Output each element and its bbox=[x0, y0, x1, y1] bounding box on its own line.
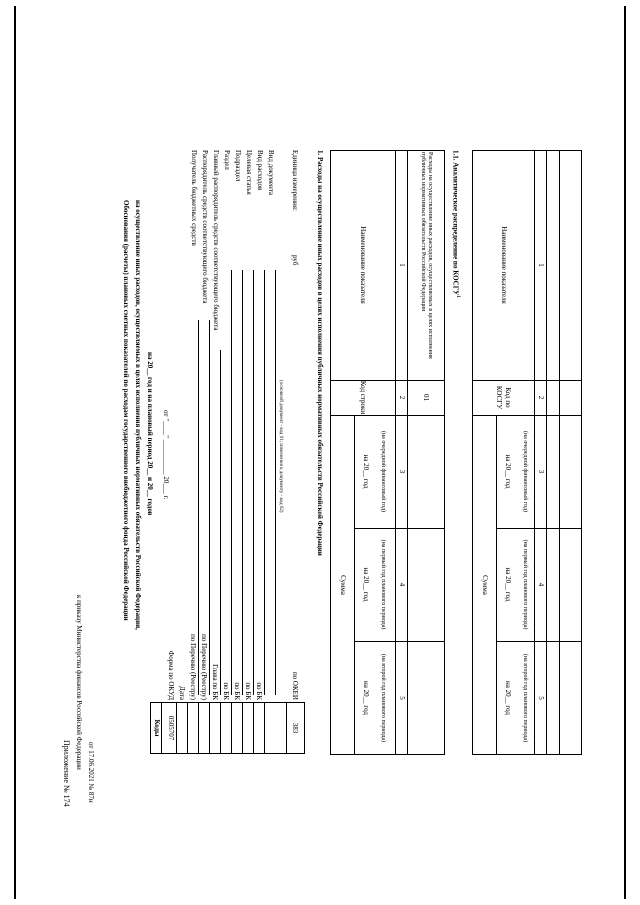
codes-date-label: Дата bbox=[178, 686, 186, 700]
s1-year2: на 20__ год bbox=[362, 567, 371, 602]
s1-num-4: 4 bbox=[398, 582, 407, 587]
codes-bk-label-4: по БК bbox=[255, 682, 263, 700]
section-line bbox=[231, 270, 232, 695]
expense-type-line bbox=[264, 270, 265, 695]
section11-title bbox=[452, 150, 460, 298]
target-item-line bbox=[253, 270, 254, 695]
document-type-hint: (основной документ - код 01; изменения к документу - код 02) bbox=[278, 380, 283, 513]
s11-num-4: 4 bbox=[537, 582, 546, 587]
s11-num-5: 5 bbox=[537, 696, 546, 700]
s1-year3: на 20__ год bbox=[362, 681, 371, 715]
section11-footnote-mark: 1 bbox=[455, 295, 460, 298]
s11-year1-note: (на очередной финансовый год) bbox=[522, 430, 529, 513]
codes-okei-value: 383 bbox=[291, 722, 299, 734]
s1-num-2: 2 bbox=[398, 395, 407, 400]
s1-col-code: Код строки bbox=[359, 380, 368, 415]
s11-year3-note: (на второй год планового периода) bbox=[522, 653, 529, 743]
codes-okei-label: по ОКЕИ bbox=[291, 671, 299, 700]
codes-bk-label-3: по БК bbox=[244, 682, 252, 700]
s1-row-text: Расходы на осуществление иных расходов, осуществляемых в целях исполнения публичных нормативных обязательств Российской Федерации bbox=[420, 152, 433, 359]
section11-title-text: 1.1. Аналитическое распределение по КОСГУ bbox=[451, 150, 460, 296]
expense-type-label: Вид расходов bbox=[256, 150, 264, 191]
codes-chapter-label: Глава по БК bbox=[211, 664, 219, 700]
recipient-label: Получатель бюджетных средств bbox=[190, 150, 198, 246]
s1-col-sum: Сумма bbox=[338, 575, 347, 595]
subsection-label: Подраздел bbox=[234, 150, 242, 182]
codes-registry-label-2: по Перечню (Реестру) bbox=[200, 634, 208, 700]
s11-year3: на 20__ год bbox=[504, 681, 513, 715]
order-reference: к приказу Министерства финансов Российской Федерации bbox=[75, 595, 83, 770]
codes-okud-label: Форма по ОКУД bbox=[167, 650, 175, 700]
codes-bk-label-1: по БК bbox=[222, 682, 230, 700]
s1-year2-note: (на первый год планового периода) bbox=[380, 539, 387, 630]
chief-manager-line bbox=[220, 350, 221, 695]
section-label: Раздел bbox=[223, 150, 231, 170]
order-date: от 17.06.2021 № 87н bbox=[87, 742, 95, 803]
document-title-line3: на 20__ год и на плановый период 20__ и 20__ годов bbox=[146, 352, 154, 516]
s1-num-3: 3 bbox=[398, 469, 407, 474]
s1-num-1: 1 bbox=[398, 263, 407, 267]
manager-label: Распорядитель средств соответствующего бюджета bbox=[201, 150, 209, 304]
document-title-line2: на осуществление иных расходов, осуществляемых в целях исполнения публичных нормативных обязательств Российской Федерации, bbox=[134, 200, 142, 630]
s11-col-code: Код по КОСГУ bbox=[495, 385, 512, 410]
chief-manager-label: Главный распорядитель средств соответствующего бюджета bbox=[212, 150, 220, 331]
s11-num-2: 2 bbox=[537, 395, 546, 400]
section1-title: 1. Расходы на осуществление иных расходов в целях исполнения публичных нормативных обязательств Российской Федерации bbox=[316, 150, 324, 556]
s11-year2: на 20__ год bbox=[504, 567, 513, 602]
document-type-label: Вид документа bbox=[267, 150, 275, 196]
s1-year3-note: (на второй год планового периода) bbox=[380, 653, 387, 743]
s1-row-code: 01 bbox=[422, 394, 431, 401]
s11-year2-note: (на первый год планового периода) bbox=[522, 539, 529, 630]
codes-bk-label-2: по БК bbox=[233, 682, 241, 700]
s1-col-name: Наименование показателя bbox=[359, 226, 368, 304]
unit-value: руб bbox=[291, 255, 299, 266]
s1-year1-note: (на очередной финансовый год) bbox=[380, 430, 387, 513]
s11-year1: на 20__ год bbox=[504, 454, 513, 489]
codes-okud-value: 0505707 bbox=[167, 715, 175, 741]
date-from: от "____" __________ 20___ г. bbox=[162, 410, 170, 500]
s1-num-5: 5 bbox=[398, 696, 407, 700]
codes-header: Коды bbox=[153, 719, 161, 737]
recipient-line bbox=[198, 320, 199, 695]
s11-col-name: Наименование показателя bbox=[499, 226, 508, 304]
document-type-line bbox=[275, 270, 276, 695]
manager-line bbox=[209, 320, 210, 695]
target-item-label: Целевая статья bbox=[245, 150, 253, 195]
codes-registry-label-1: по Перечню (Реестру) bbox=[189, 634, 197, 700]
s11-col-sum: Сумма bbox=[480, 575, 489, 595]
s1-year1: на 20__ год bbox=[362, 454, 371, 489]
document-title-line1: Обоснования (расчеты) плановых сметных показателей по расходам государственного внебюджетного фонда Российской Федерации bbox=[122, 200, 130, 621]
subsection-line bbox=[242, 270, 243, 695]
appendix-number: Приложение № 174 bbox=[62, 740, 71, 807]
s11-num-3: 3 bbox=[537, 469, 546, 474]
unit-label: Единица измерения: bbox=[291, 150, 299, 211]
s11-num-1: 1 bbox=[537, 263, 546, 267]
